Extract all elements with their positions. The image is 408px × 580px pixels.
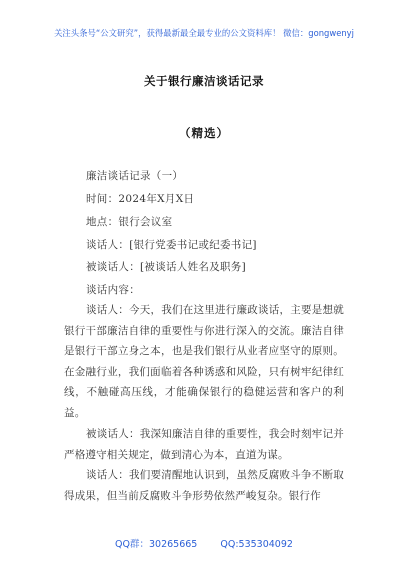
meta-interviewer: 谈话人：[银行党委书记或纪委书记] — [86, 239, 257, 251]
record-heading: 廉洁谈话记录（一） — [86, 170, 184, 182]
footer-qq-group: QQ群：30265665 — [115, 539, 198, 550]
document-title: 关于银行廉洁谈话记录 — [144, 74, 264, 88]
paragraph: 被谈话人：我深知廉洁自律的重要性，我会时刻牢记并严格遵守相关规定，做到清心为本，直道为谋。 — [64, 428, 344, 461]
meta-time: 时间：2024年X月X日 — [86, 193, 195, 205]
paragraph: 谈话人：今天，我们在这里进行廉政谈话，主要是想就银行干部廉洁自律的重要性与你进行深入的交流。廉洁自律是银行干部立身之本，也是我们银行从业者应坚守的原则。在金融行业，我们面临着各种诱惑和风险，只有树牢纪律红线，不触碰高压线，才能确保银行的稳健运营和客户的利益。 — [64, 304, 344, 419]
paragraph: 谈话人：我们要清醒地认识到，虽然反腐败斗争不断取得成果，但当前反腐败斗争形势依然严峻复杂。银行作 — [64, 469, 344, 502]
meta-interviewee: 被谈话人：[被谈话人姓名及职务] — [86, 261, 246, 273]
document-subtitle: （精选） — [179, 126, 229, 140]
content-label: 谈话内容： — [86, 284, 140, 296]
header-banner: 关注头条号“公文研究”，获得最新最全最专业的公文资料库！ 微信：gongwenyj — [54, 28, 354, 38]
footer-contact — [0, 536, 408, 550]
footer-qq-number: QQ:535304092 — [220, 539, 293, 550]
meta-place: 地点：银行会议室 — [86, 216, 173, 228]
